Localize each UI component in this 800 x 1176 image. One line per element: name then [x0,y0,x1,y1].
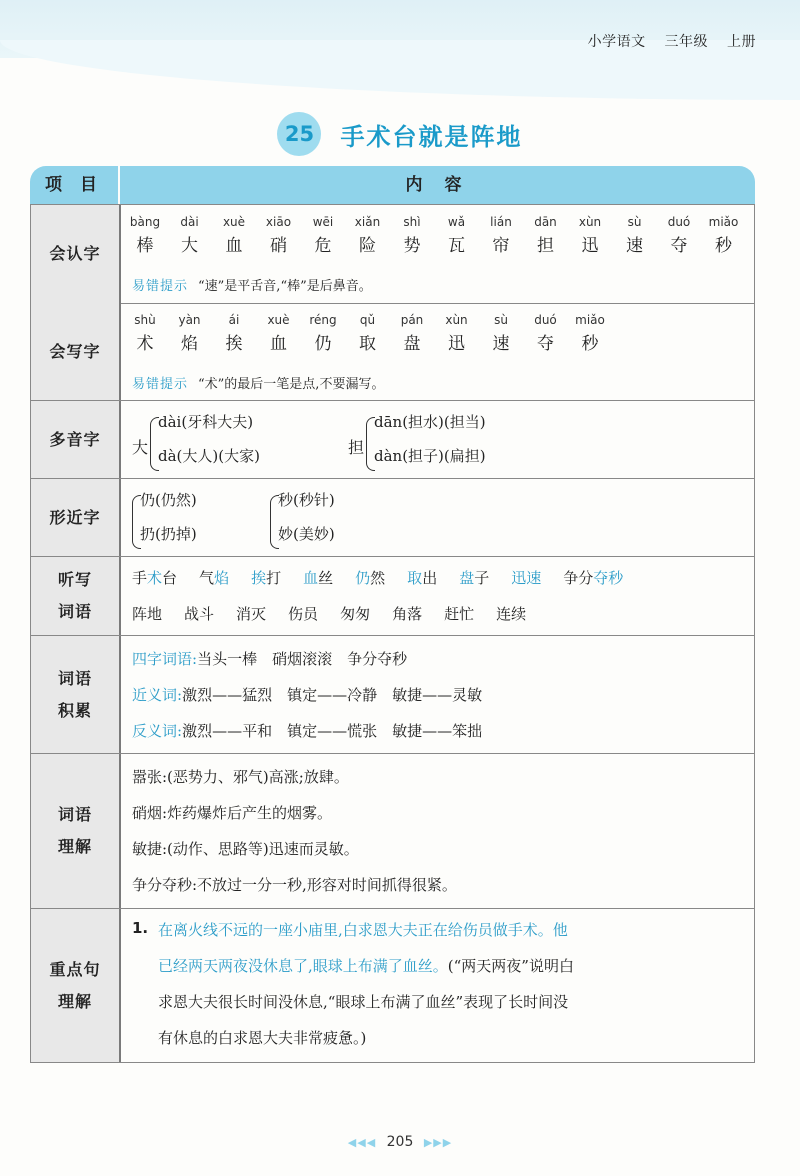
row-label [30,557,121,635]
pinyin: duó [534,313,557,327]
hanzi: 瓦 [448,236,465,256]
antonyms [132,720,482,741]
row-label: 会认字 [30,205,121,303]
row-label [30,909,121,1062]
pinyin: xùn [445,313,468,327]
row-label-line: 词语 [57,668,92,688]
hint-line [132,275,372,294]
dictation-segment: 焰 [214,569,230,587]
dictation-word: 战斗 [184,605,215,623]
similar-char: 秒(秒针) [278,491,335,509]
row-label [30,754,121,908]
pinyin: miǎo [708,215,739,229]
hint-text: “术”的最后一笔是点,不要漏写。 [198,377,385,392]
antonyms-text: 激烈——平和 镇定——慌张 敏捷——笨拙 [182,722,483,740]
dictation-word [355,569,385,587]
hanzi: 夺 [670,236,688,256]
pinyin: sù [627,215,642,229]
row-label-line: 词语 [57,602,92,621]
hanzi: 硝 [270,236,287,256]
dictation-segment: 取 [407,569,423,587]
pinyin: yàn [178,313,201,327]
pinyin: ái [228,313,240,327]
hanzi: 秒 [581,334,599,354]
pinyin: xuè [267,313,290,327]
definition-line: 争分夺秒:不放过一分一秒,形容对时间抓得很紧。 [132,876,457,894]
dictation-word [199,569,229,587]
row-body [120,205,755,303]
hanzi: 血 [225,236,243,256]
lesson-number: 25 [277,112,321,156]
pinyin: xuè [222,215,246,229]
hanzi: 仍 [314,334,332,354]
header-grade: 三年级 [664,34,709,50]
polyphone-char: 担 [348,438,365,457]
row-body [120,401,755,478]
row-body [120,636,755,753]
dictation-word: 阵地 [132,605,163,623]
hanzi: 焰 [181,334,198,354]
hanzi: 速 [626,236,643,256]
header-volume: 上册 [727,34,756,50]
hint-tag: 易错提示 [132,377,189,392]
dictation-segment: 仍 [355,569,371,587]
dictation-segment: 然 [370,569,386,587]
similar-char: 妙(美妙) [278,525,335,543]
hanzi: 帘 [492,236,510,256]
dictation-word [132,569,177,587]
sentence-line: 在离火线不远的一座小庙里,白求恩大夫正在给伤员做手术。他 [158,921,568,939]
dictation-word: 连续 [496,605,527,623]
definition-line: 嚣张:(恶势力、邪气)高涨;放肆。 [132,768,349,786]
dictation-word: 赶忙 [444,605,475,623]
dictation-line [132,603,548,624]
row-label [30,636,121,753]
hint-tag: 易错提示 [132,279,189,294]
pinyin: xiǎn [354,215,381,229]
definition-line: 硝烟:炸药爆炸后产生的烟雾。 [132,804,333,822]
polyphone-reading: dà(大人)(大家) [158,447,260,465]
pinyin: miǎo [575,313,605,327]
synonyms-tag: 近义词: [132,686,183,704]
dictation-word [511,569,541,587]
dictation-segment: 迅速 [511,569,542,587]
hanzi: 大 [181,236,198,256]
dictation-word [303,569,333,587]
row-label-line: 积累 [57,700,92,720]
pinyin: bàng [129,215,161,229]
dictation-segment: 盘 [459,569,475,587]
table-header [30,166,755,204]
sentence-line: 求恩大夫很长时间没休息,“眼球上布满了血丝”表现了长时间没 [158,993,569,1011]
dictation-word: 消灭 [236,605,267,623]
dictation-segment: 手 [132,569,148,587]
pinyin-char-cell [563,313,617,354]
hint-line [132,373,384,392]
hanzi: 挨 [225,334,243,354]
sentence-line [158,955,574,976]
hint-text: “速”是平舌音,“棒”是后鼻音。 [198,279,372,294]
hanzi: 速 [492,334,510,354]
polyphone-char: 大 [132,438,149,457]
dictation-segment: 争分 [563,569,594,587]
hanzi: 棒 [136,236,154,256]
study-table [30,166,755,1047]
pinyin: dài [180,215,199,229]
dictation-word: 角落 [392,605,423,623]
hanzi: 秒 [715,236,732,256]
four-char-text: 当头一棒 硝烟滚滚 争分夺秒 [197,650,408,668]
polyphone-reading: dài(牙科大夫) [158,413,254,431]
pinyin: réng [309,313,337,327]
hanzi: 盘 [403,334,421,354]
header-meta [574,31,756,51]
similar-char: 扔(扔掉) [140,525,197,543]
header-subject: 小学语文 [587,34,646,50]
row-ciyulijie [30,754,755,909]
sentence-line: 有休息的白求恩大夫非常疲惫。) [158,1029,367,1047]
dictation-word [251,569,281,587]
dictation-segment: 挨 [251,569,267,587]
hanzi: 势 [403,236,421,256]
row-label: 形近字 [30,479,121,556]
synonyms [132,684,482,705]
dictation-segment: 气 [199,569,215,587]
hanzi: 迅 [448,334,465,354]
row-huirenzi [30,204,755,304]
dictation-word [459,569,489,587]
lesson-title-block [0,112,800,156]
four-char-tag: 四字词语: [132,650,198,668]
row-label: 多音字 [30,401,121,478]
row-body [120,479,755,556]
dictation-segment: 出 [422,569,438,587]
four-char-words [132,648,407,669]
row-tingxie [30,557,755,636]
hanzi: 血 [270,334,287,354]
hanzi: 术 [136,334,154,354]
row-body [120,557,755,635]
pinyin: wǎ [447,215,466,229]
row-xingjinzi [30,479,755,557]
dictation-word: 匆匆 [340,605,371,623]
row-label-line: 重点句 [49,959,101,979]
hanzi: 担 [537,236,554,256]
page-footer [0,1134,800,1150]
pinyin: shù [134,313,156,327]
right-arrows-icon: ▶▶▶ [423,1136,453,1149]
pinyin: lián [490,215,512,229]
pinyin: pán [400,313,424,327]
hanzi: 险 [359,236,376,256]
synonyms-text: 激烈——猛烈 镇定——冷静 敏捷——灵敏 [182,686,483,704]
row-duoyinzi [30,401,755,479]
polyphone-reading: dān(担水)(担当) [374,413,486,431]
polyphone-reading: dàn(担子)(扁担) [374,447,486,465]
row-label-line: 词语 [57,805,92,824]
dictation-segment: 丝 [318,569,334,587]
hanzi: 取 [359,334,376,354]
lesson-title: 手术台就是阵地 [340,122,523,151]
header-content: 内 容 [120,166,755,204]
pinyin: dān [534,215,557,229]
pinyin-char-cell [697,215,751,256]
pinyin: duó [667,215,691,229]
sentence-number: 1. [132,919,149,937]
dictation-word: 伤员 [288,605,319,623]
sentence-explain: (“两天两夜”说明白 [447,957,574,975]
pinyin: shì [403,215,421,229]
header-item: 项 目 [30,166,118,204]
row-label: 会写字 [30,303,121,400]
row-body [120,754,755,908]
definition-line: 敏捷:(动作、思路等)迅速而灵敏。 [132,840,359,858]
dictation-segment: 夺秒 [593,569,624,587]
sentence-blue: 已经两天两夜没休息了,眼球上布满了血丝。 [158,957,448,975]
pinyin: wēi [312,215,334,229]
row-body [120,303,755,400]
row-label-line: 理解 [57,991,92,1011]
dictation-segment: 子 [474,569,490,587]
dictation-segment: 血 [303,569,319,587]
dictation-segment: 打 [266,569,282,587]
left-arrows-icon: ◀◀◀ [347,1136,377,1149]
row-ciyujilei [30,636,755,754]
dictation-word [563,569,623,587]
hanzi: 危 [314,236,332,256]
dictation-segment: 术 [147,569,163,587]
pinyin: xùn [578,215,602,229]
row-zhongdianju [30,909,755,1063]
pinyin: xiāo [265,215,292,229]
dictation-segment: 台 [162,569,178,587]
antonyms-tag: 反义词: [132,722,183,740]
page-number: 205 [386,1134,414,1150]
dictation-word [407,569,437,587]
similar-char: 仍(仍然) [140,491,197,509]
row-label-line: 理解 [57,837,92,856]
row-huixiezi [30,303,755,401]
pinyin: sù [494,313,508,327]
dictation-line [132,567,645,588]
row-body [120,909,755,1062]
hanzi: 迅 [581,236,599,256]
hanzi: 夺 [537,334,554,354]
row-label-line: 听写 [57,570,92,589]
pinyin: qǔ [359,313,376,327]
